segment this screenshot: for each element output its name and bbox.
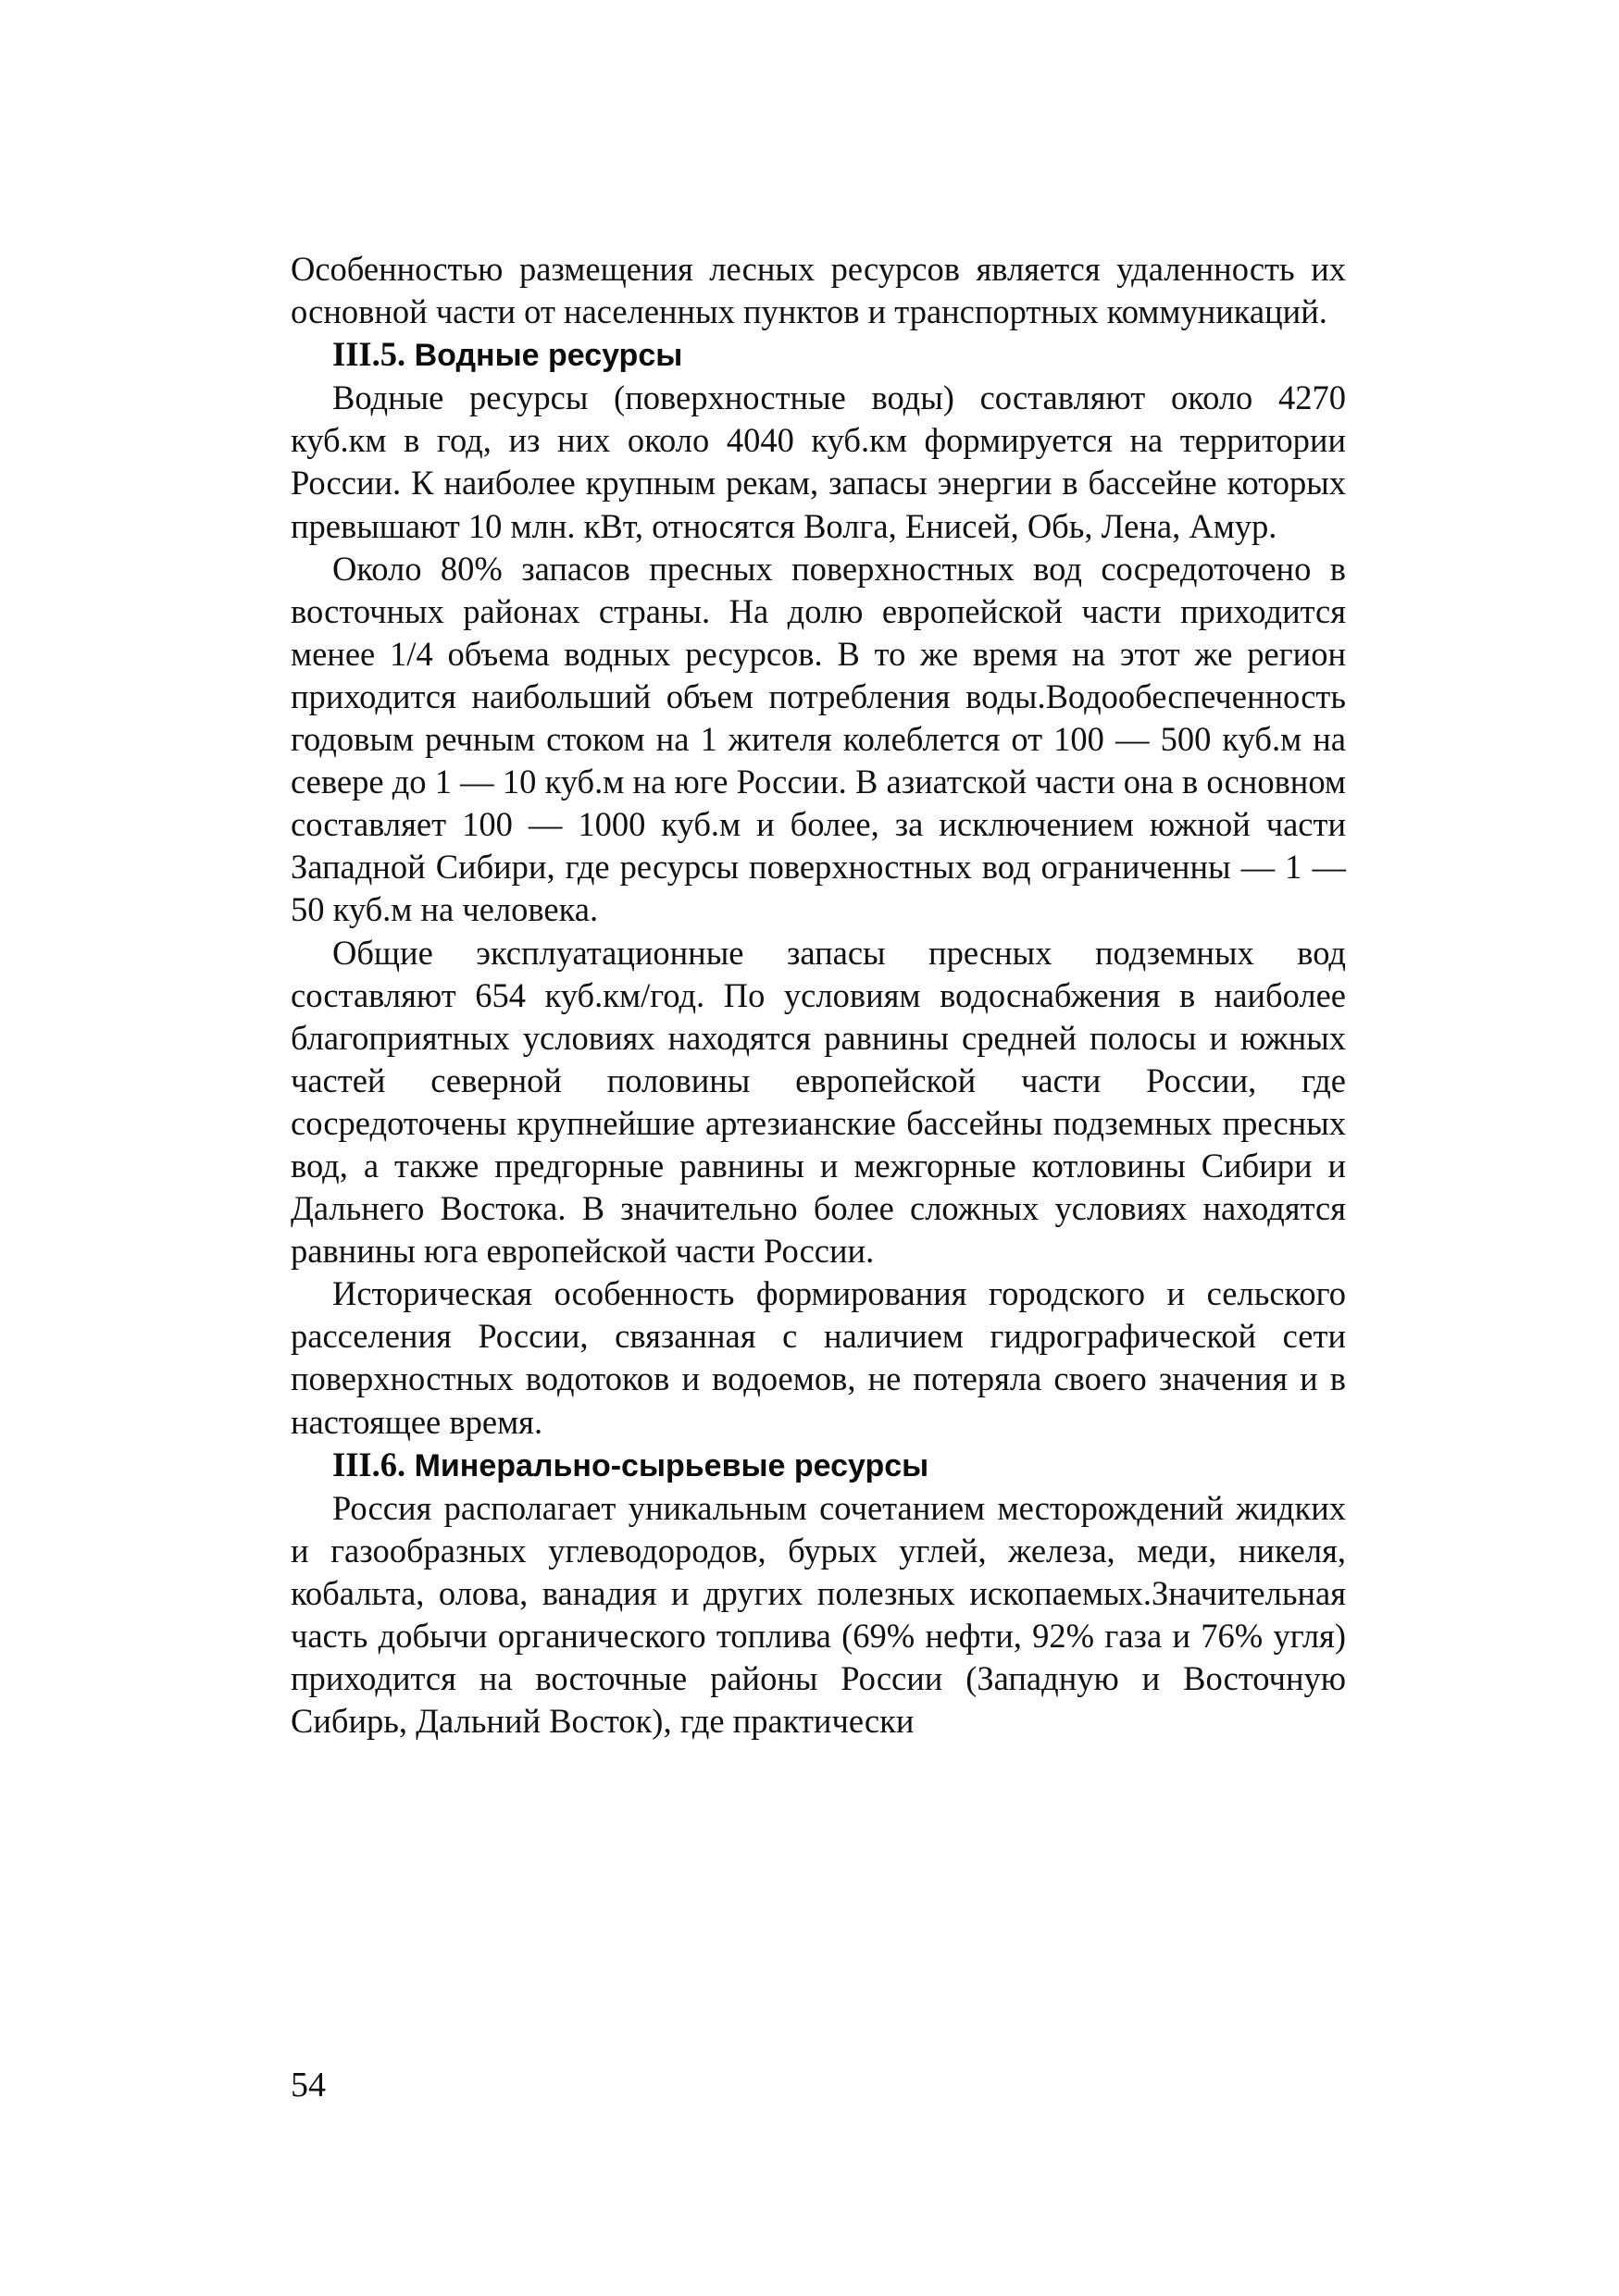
page-body [291, 248, 1346, 1743]
paragraph-water-volume: Водные ресурсы (поверхностные воды) составляют около 4270 куб.км в год, из них около 4040 куб.км формируется на территории России. К наиболее крупным рекам, запасы энергии в бассейне которых превышают 10 млн. кВт, относятся Волга, Енисей, Обь, Лена, Амур. [291, 379, 1346, 545]
section-heading-water-resources [291, 333, 1346, 377]
paragraph-settlement-history: Историческая особенность формирования городского и сельского расселения России, связанная с наличием гидрографической сети поверхностных водотоков и водоемов, не потеряла своего значения и в настоящее время. [291, 1274, 1346, 1441]
paragraph-forest-resources: Особенностью размещения лесных ресурсов является удаленность их основной части от населенных пунктов и транспортных коммуникаций. [291, 250, 1346, 331]
section-heading-mineral-resources [291, 1444, 1346, 1487]
section-number: III.6. [332, 1445, 406, 1483]
section-title: Минерально-сырьевые ресурсы [414, 1447, 929, 1483]
paragraph-water-distribution: Около 80% запасов пресных поверхностных вод сосредоточено в восточных районах страны. На долю европейской части приходится менее 1/4 объема водных ресурсов. В то же время на этот же регион приходится наибольший объем потребления воды.Водообеспеченность годовым речным стоком на 1 жителя колеблется от 100 — 500 куб.м на севере до 1 — 10 куб.м на юге России. В азиатской части она в основном составляет 100 — 1000 куб.м и более, за исключением южной части Западной Сибири, где ресурсы поверхностных вод ограниченны — 1 — 50 куб.м на человека. [291, 549, 1346, 929]
page-number: 54 [291, 2066, 326, 2104]
paragraph-groundwater: Общие эксплуатационные запасы пресных подземных вод составляют 654 куб.км/год. По условиям водоснабжения в наиболее благоприятных условиях находятся равнины средней полосы и южных частей северной половины европейской части России, где сосредоточены крупнейшие артезианские бассейны подземных пресных вод, а также предгорные равнины и межгорные котловины Сибири и Дальнего Востока. В значительно более сложных условиях находятся равнины юга европейской части России. [291, 933, 1346, 1271]
paragraph-mineral-deposits: Россия располагает уникальным сочетанием месторождений жидких и газообразных углеводородов, бурых углей, железа, меди, никеля, кобальта, олова, ванадия и других полезных ископаемых.Значительная часть добычи органического топлива (69% нефти, 92% газа и 76% угля) приходится на восточные районы России (Западную и Восточную Сибирь, Дальний Восток), где практически [291, 1488, 1346, 1741]
section-number: III.5. [332, 335, 406, 374]
section-title: Водные ресурсы [414, 338, 683, 374]
